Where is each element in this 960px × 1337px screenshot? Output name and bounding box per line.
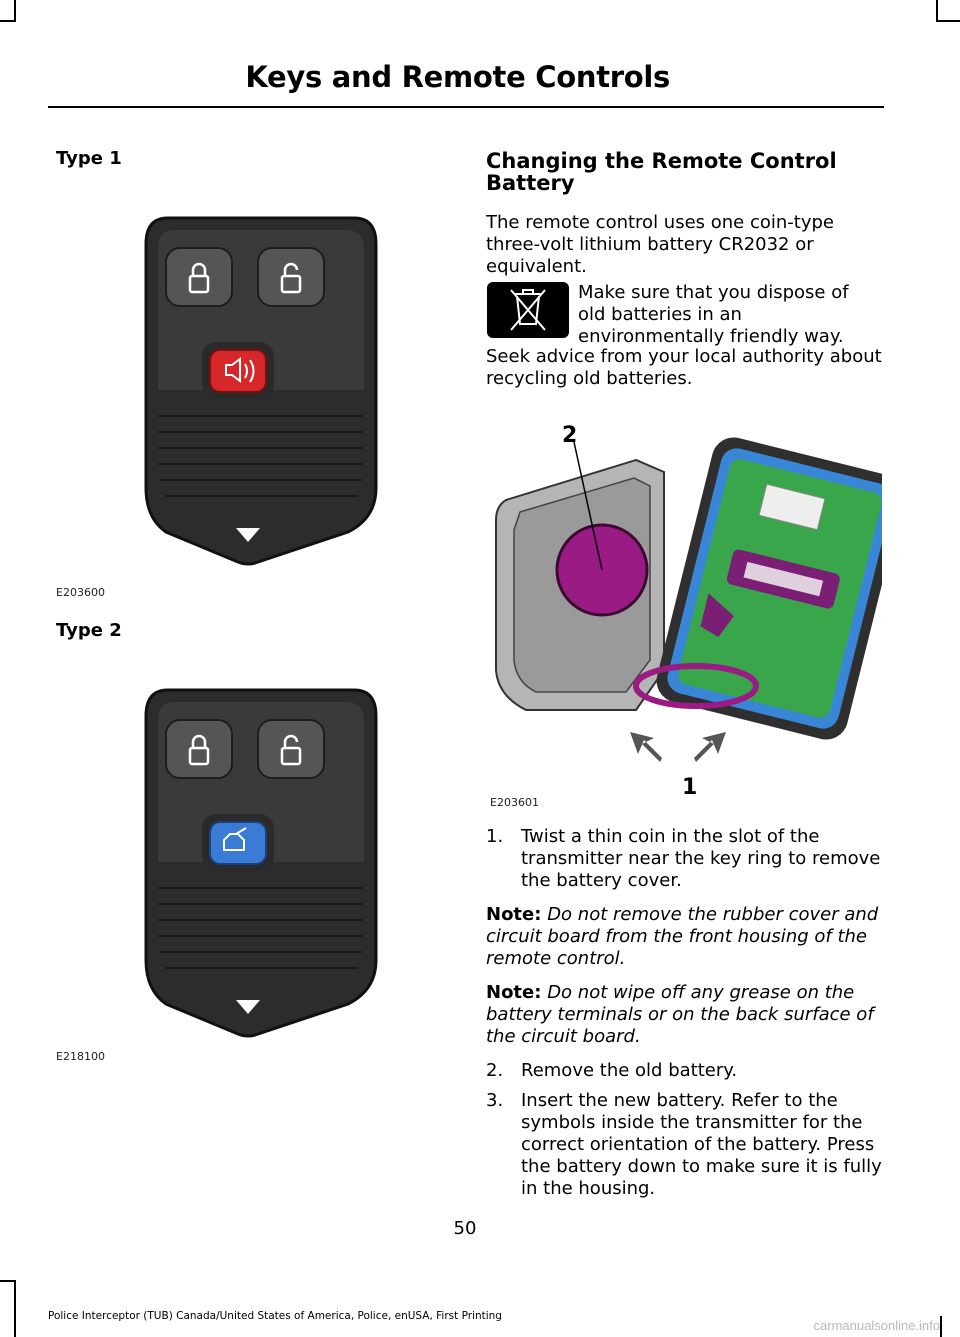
- trunk-button: [210, 822, 266, 864]
- recycle-text: Make sure that you dispose of old batteries in an environmentally friendly way.: [578, 282, 849, 347]
- recycle-advice: Seek advice from your local authority about recycling old batteries.: [486, 346, 882, 389]
- footer-printing: Police Interceptor (TUB) Canada/United States of America, Police, enUSA, First Printing: [48, 1310, 502, 1322]
- section-heading: Changing the Remote Control Battery: [486, 149, 837, 195]
- note-paragraph: Note: Do not remove the rubber cover and circuit board from the front housing of the remote control.: [486, 904, 879, 969]
- type2-label: Type 2: [56, 620, 122, 641]
- intro-paragraph: The remote control uses one coin-type three-volt lithium battery CR2032 or equivalent.: [486, 212, 834, 277]
- crop-mark: [14, 0, 16, 22]
- recycle-bin-icon: [487, 282, 569, 338]
- crop-mark: [936, 20, 960, 22]
- watermark: carmanualsonline.info: [813, 1318, 940, 1333]
- crop-mark: [14, 1280, 16, 1337]
- figure-code-type2: E218100: [56, 1050, 105, 1063]
- step-item: 3. Insert the new battery. Refer to the symbols inside the transmitter for the correct orientation of the battery. Press the battery down to make sure it is fully in the housing.: [486, 1090, 882, 1199]
- remote-type2-figure: [138, 682, 384, 1048]
- twist-arrows-icon: [630, 732, 726, 762]
- callout-2: 2: [562, 423, 578, 448]
- crop-mark: [0, 1280, 16, 1282]
- battery-replacement-figure: [486, 420, 882, 810]
- header-divider: [48, 106, 884, 108]
- callout-1: 1: [682, 775, 698, 800]
- page-number: 50: [453, 1218, 477, 1239]
- type1-label: Type 1: [56, 148, 122, 169]
- figure-code: E203601: [490, 796, 539, 809]
- panic-button: [210, 350, 266, 392]
- page-title: Keys and Remote Controls: [245, 60, 670, 94]
- note-paragraph: Note: Do not wipe off any grease on the battery terminals or on the back surface of the circuit board.: [486, 982, 874, 1047]
- crop-mark: [940, 1316, 942, 1337]
- crop-mark: [0, 20, 16, 22]
- remote-type1-figure: [138, 210, 384, 576]
- step-item: 1. Twist a thin coin in the slot of the transmitter near the key ring to remove the battery cover.: [486, 826, 881, 891]
- step-item: 2. Remove the old battery.: [486, 1060, 738, 1081]
- crop-mark: [936, 0, 938, 22]
- figure-code-type1: E203600: [56, 586, 105, 599]
